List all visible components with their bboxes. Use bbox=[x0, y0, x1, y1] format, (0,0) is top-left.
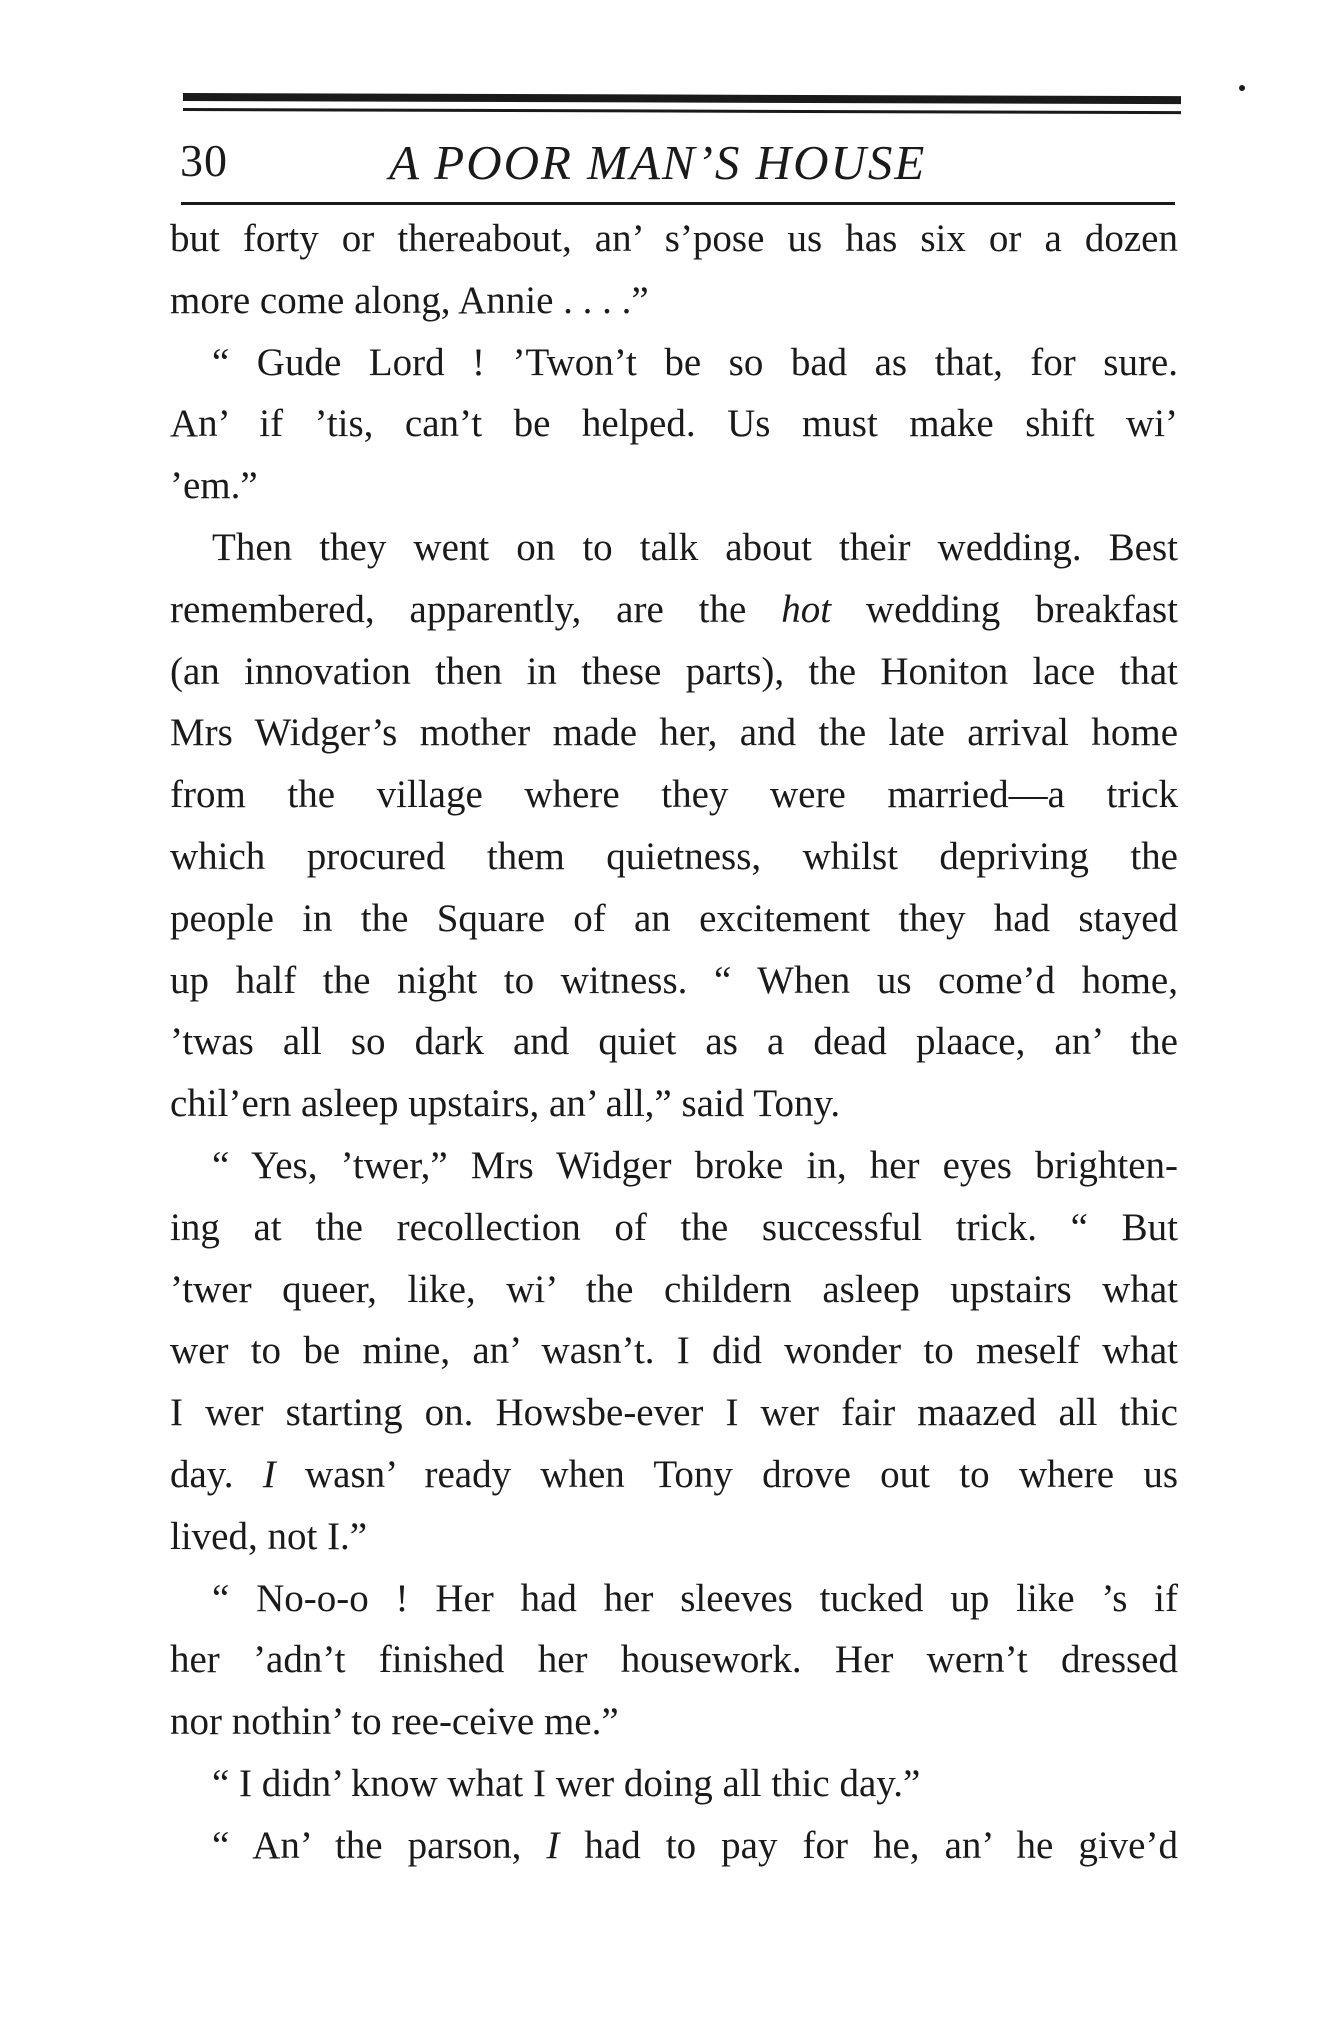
text-line: ’twas all so dark and quiet as a dead plaace, an’ the bbox=[170, 1020, 1178, 1064]
body-text bbox=[170, 208, 1178, 1877]
text-line: more come along, Annie . . . .” bbox=[170, 278, 649, 322]
text-line bbox=[170, 1815, 1178, 1877]
header-rule-thin bbox=[183, 108, 1181, 114]
text-line: (an innovation then in these parts), the Honiton lace that bbox=[170, 649, 1178, 693]
text-segment: “ An’ the parson, bbox=[212, 1823, 547, 1867]
text-line: people in the Square of an excitement they had stayed bbox=[170, 896, 1178, 940]
text-line: Mrs Widger’s mother made her, and the late arrival home bbox=[170, 711, 1178, 755]
text-line: her ’adn’t finished her housework. Her wern’t dressed bbox=[170, 1638, 1178, 1682]
text-segment: had to pay for he, an’ he give’d bbox=[559, 1823, 1178, 1867]
text-line: but forty or thereabout, an’ s’pose us has six or a dozen bbox=[170, 217, 1178, 260]
text-line: “ No-o-o ! Her had her sleeves tucked up like ’s if bbox=[212, 1576, 1178, 1620]
text-line bbox=[170, 1444, 1178, 1506]
text-line: chil’ern asleep upstairs, an’ all,” said Tony. bbox=[170, 1082, 841, 1126]
ink-speck bbox=[1239, 85, 1245, 91]
text-line: “ Gude Lord ! ’Twon’t be so bad as that, for sure. bbox=[212, 340, 1178, 384]
text-line: ing at the recollection of the successful trick. “ But bbox=[170, 1205, 1178, 1249]
text-line bbox=[170, 579, 1178, 641]
header-rule-thick bbox=[183, 93, 1181, 104]
emphasis-text: I bbox=[262, 1452, 276, 1496]
text-line: ’twer queer, like, wi’ the childern asleep upstairs what bbox=[170, 1267, 1178, 1311]
page-number: 30 bbox=[180, 135, 228, 186]
text-line: up half the night to witness. “ When us come’d home, bbox=[170, 958, 1178, 1002]
text-line: “ I didn’ know what I wer doing all thic day.” bbox=[212, 1761, 921, 1805]
page-header bbox=[176, 126, 1186, 196]
text-line: from the village where they were married—a trick bbox=[170, 773, 1178, 817]
header-underline bbox=[181, 202, 1175, 205]
emphasis-text: I bbox=[546, 1823, 560, 1867]
text-line: nor nothin’ to ree-ceive me.” bbox=[170, 1700, 619, 1744]
emphasis-text: hot bbox=[781, 587, 832, 631]
text-line: wer to be mine, an’ wasn’t. I did wonder to meself what bbox=[170, 1329, 1178, 1373]
text-line: Then they went on to talk about their wedding. Best bbox=[212, 525, 1178, 569]
text-line: lived, not I.” bbox=[170, 1514, 368, 1558]
text-segment: day. bbox=[170, 1452, 263, 1496]
text-line: which procured them quietness, whilst depriving the bbox=[170, 834, 1178, 878]
text-segment: remembered, apparently, are the bbox=[170, 587, 782, 631]
text-line: An’ if ’tis, can’t be helped. Us must make shift wi’ bbox=[170, 402, 1178, 446]
text-line: ’em.” bbox=[170, 464, 258, 508]
text-segment: wasn’ ready when Tony drove out to where us bbox=[275, 1452, 1179, 1496]
text-line: I wer starting on. Howsbe-ever I wer fair maazed all thic bbox=[170, 1391, 1178, 1435]
text-line: “ Yes, ’twer,” Mrs Widger broke in, her eyes brighten- bbox=[212, 1143, 1178, 1187]
text-segment: wedding breakfast bbox=[831, 587, 1178, 631]
running-head: A POOR MAN’S HOUSE bbox=[389, 135, 927, 190]
